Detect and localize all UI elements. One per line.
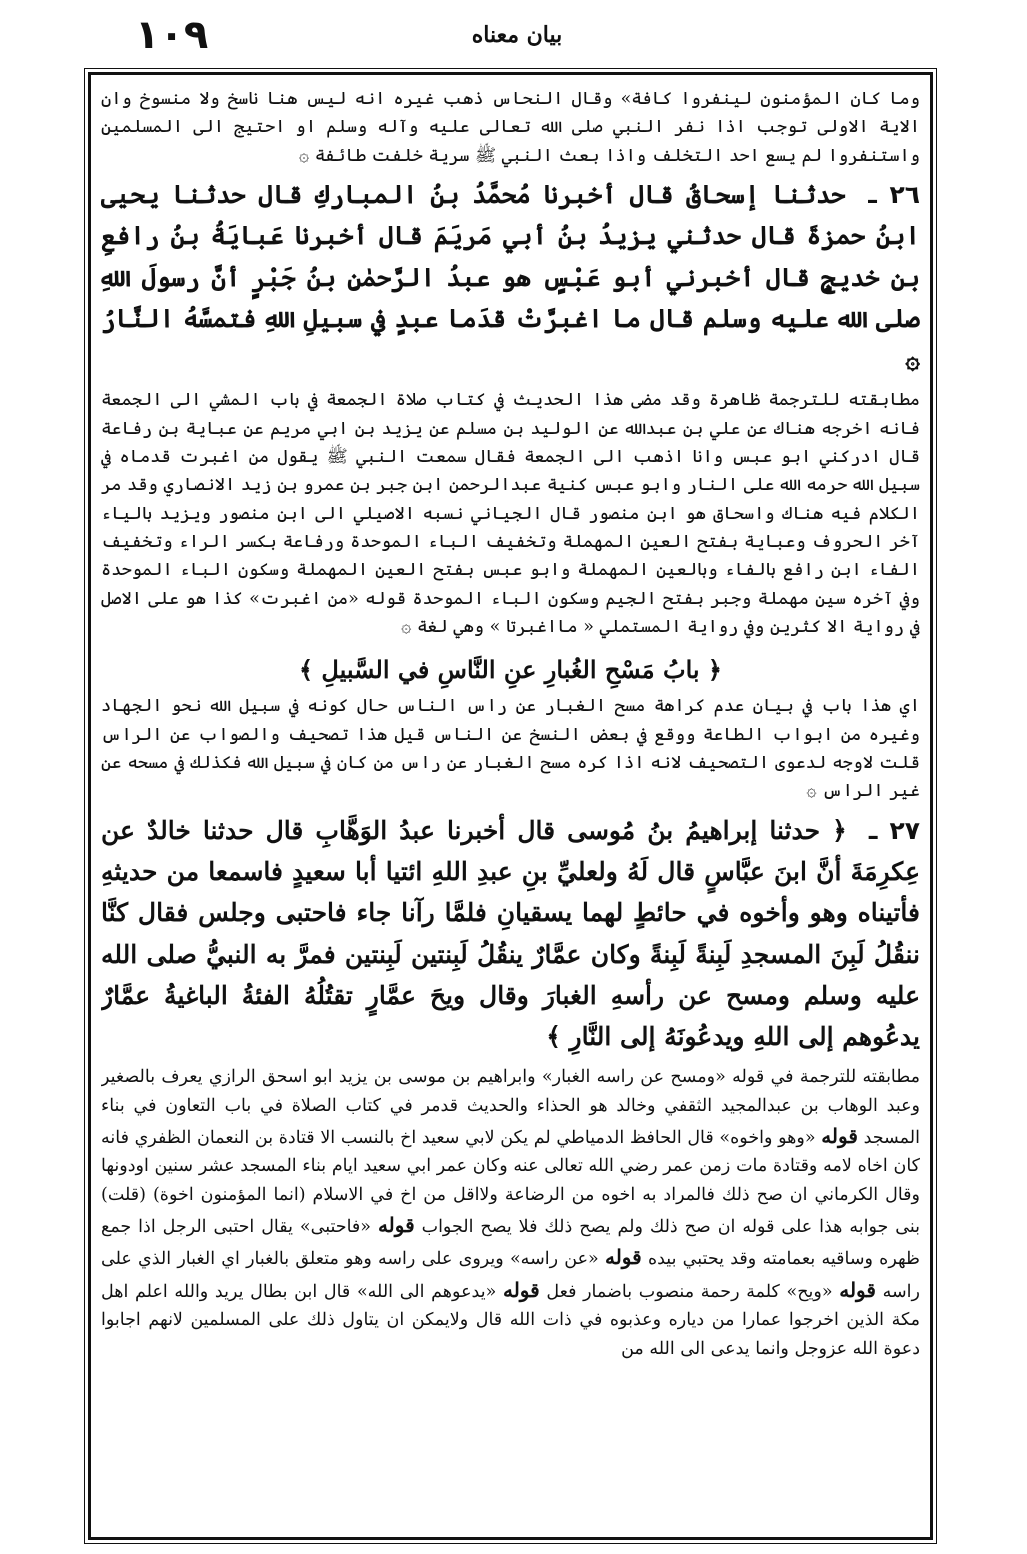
qawluhu-lead: قوله — [502, 1277, 540, 1302]
commentary-text: «يدعوهم الى الله» قال ابن بطال يريد والله اعلم اهل مكة الذين اخرجوا عمارا من دياره وعذبوه في ذات الله قال ولايمكن ان يتاول ذلك على المسلمين لانهم اجابوا دعوة الله عزوجل وانما يدعى الى الله من — [101, 1281, 920, 1359]
qawluhu-lead: قوله — [377, 1213, 415, 1238]
commentary-text: «فاحتبى» يقال احتبى الرجل اذا جمع ظهره وساقيه بعمامته وقد يحتبي بيده — [101, 1217, 920, 1270]
hadith-26 — [101, 174, 920, 380]
commentary-text: «عن راسه» ويروى على راسه وهو متعلق بالغبار اي الغبار الذي على راسه — [101, 1249, 920, 1302]
page-content — [101, 85, 920, 1527]
commentary-paragraph: مطابقته للترجمة ظاهرة وقد مضى هذا الحديث في كتاب صلاة الجمعة في باب المشي الى الجمعة فانه اخرجه هناك عن علي بن عبدالله عن الوليد بن مسلم عن يزيد بن ابي مريم عن عباية بن رفاعة قال ادركني ابو عبس وانا اذهب الى الجمعة فقال سمعت النبي ﷺ يقول من اغبرت قدماه في سبيل الله حرمه الله على النار وابو عبس كنية عبدالرحمن ابن جبر بن عمرو بن زيد الانصاري وقد مر الكلام فيه هناك واسحاق هو ابن منصور قال الجياني نسبه الاصيلي الى ابن منصور ويزيد بالياء آخر الحروف وعباية بفتح العين المهملة وتخفيف الباء الموحدة ورفاعة بكسر الراء وتخفيف الفاء ابن رافع بالفاء وبالعين المهملة وابو عبس بفتح العين المهملة وسكون الباء الموحدة وفي آخره سين مهملة وجبر بفتح الجيم وسكون الباء الموحدة قوله «من اغبرت» كذا هو على الاصل في رواية الا كثرين وفي رواية المستملي « مااغبرتا » وهي لغة ۞ — [101, 390, 920, 638]
hadith-number: ٢٦ ـ — [868, 180, 920, 210]
commentary-paragraph: اي هذا باب في بيان عدم كراهة مسح الغبار عن راس الناس حال كونه في سبيل الله نحو الجهاد وغيره من ابواب الطاعة ووقع في بعض النسخ عن الناس قيل هذا تصحيف والصواب عن الراس قلت لاوجه لدعوى التصحيف لانه اذا كره مسح الغبار عن راس من كان في سبيل الله فكذلك في مسحه عن غير الراس ۞ — [101, 696, 920, 802]
hadith-text: ﴿ حدثنا إبراهيمُ بنُ مُوسى قال أخبرنا عبدُ الوَهَّابِ قال حدثنا خالدٌ عن عِكرِمَةَ أنَّ ابنَ عبَّاسٍ قال لَهُ ولعليِّ بنِ عبدِ اللهِ ائتيا أبا سعيدٍ فاسمعا من حديثهِ فأتيناه وهو وأخوه في حائطٍ لهما يسقيانِ فلمَّا رآنا جاء فاحتبى وجلس فقال كنَّا ننقُلُ لَبِنَ المسجدِ لَبِنةً لَبِنةً وكان عمَّارٌ ينقُلُ لَبِنتين لَبِنتين فمرَّ به النبيُّ صلى الله عليه وسلم ومسح عن رأسهِ الغبارَ وقال ويحَ عمَّارٍ تقتُلُهُ الفئةُ الباغيةُ عمَّارٌ يدعُوهم إلى اللهِ ويدعُونَهُ إلى النَّارِ ﴾ — [101, 815, 920, 1051]
page-frame — [88, 72, 933, 1540]
commentary-text: «وهو واخوه» قال الحافظ الدمياطي لم يكن لابي سعيد اخ بالنسب الا قتادة بن النعمان الظفري فانه كان اخاه لامه وقتادة مات زمن عمر رضي الله تعالى عنه وكان عمر ابي سعيد ايام بناء المسجد عشر سنين اودونها وقال الكرماني ان صح ذلك فالمراد به اخوه من الرضاعة ولااقل من اخ في الاسلام (انما المؤمنون اخوة) (قلت) بنى جوابه هذا على قوله ان صح ذلك ولم يصح ذلك فلا يصح الجواب — [101, 1127, 920, 1238]
chapter-heading: ﴿ بابُ مَسْحِ الغُبارِ عنِ النَّاسِ في السَّبيلِ ﴾ — [299, 655, 722, 685]
hadith-number: ٢٧ ـ — [868, 815, 920, 845]
qawluhu-lead: قوله — [821, 1123, 858, 1148]
page-header — [95, 8, 939, 66]
hadith-27 — [101, 810, 920, 1058]
running-title: بيان معناه — [471, 22, 563, 48]
hadith-text: حدثنا إسحاقُ قال أخبرنا مُحمَّدُ بنُ المباركِ قال حدثنا يحيى ابنُ حمزةَ قال حدثني يزيدُ بنُ أبي مَريَمَ قال أخبرنا عَبايَةُ بنُ رافعِ بن خديجٍ قال أخبرني أبو عَبْسٍ هو عبدُ الرَّحمٰنِ بنُ جَبْرٍ أنَّ رسولَ اللهِ صلى الله عليه وسلم قال ما اغبرَّتْ قدَما عبدٍ في سبيلِ اللهِ فتمسَّهُ النَّارُ ۞ — [101, 180, 920, 375]
commentary-paragraph: وما كان المؤمنون لينفروا كافة» وقال النحاس ذهب غيره انه ليس هنا ناسخ ولا منسوخ وان الاية الاولى توجب اذا نفر النبي صلى الله تعالى عليه وآله وسلم او احتيج الى المسلمين واستنفروا لم يسع احد التخلف واذا بعث النبي ﷺ سرية خلفت طائفة ۞ — [101, 89, 920, 166]
commentary-paragraph — [101, 1063, 920, 1363]
qawluhu-lead: قوله — [839, 1277, 876, 1302]
page-number: ١٠٩ — [135, 12, 209, 58]
commentary-text: «ويح» كلمة رحمة منصوب باضمار فعل — [546, 1281, 833, 1302]
commentary-text: مطابقته للترجمة في قوله «ومسح عن راسه الغبار» وابراهيم بن موسى بن يزيد ابو اسحق الرازي يعرف بالصغير وعبد الوهاب بن عبدالمجيد الثقفي وخالد هو الحذاء والحديث قدمر في كتاب الصلاة في باب التعاون في بناء المسجد — [101, 1067, 920, 1148]
qawluhu-lead: قوله — [604, 1245, 642, 1270]
